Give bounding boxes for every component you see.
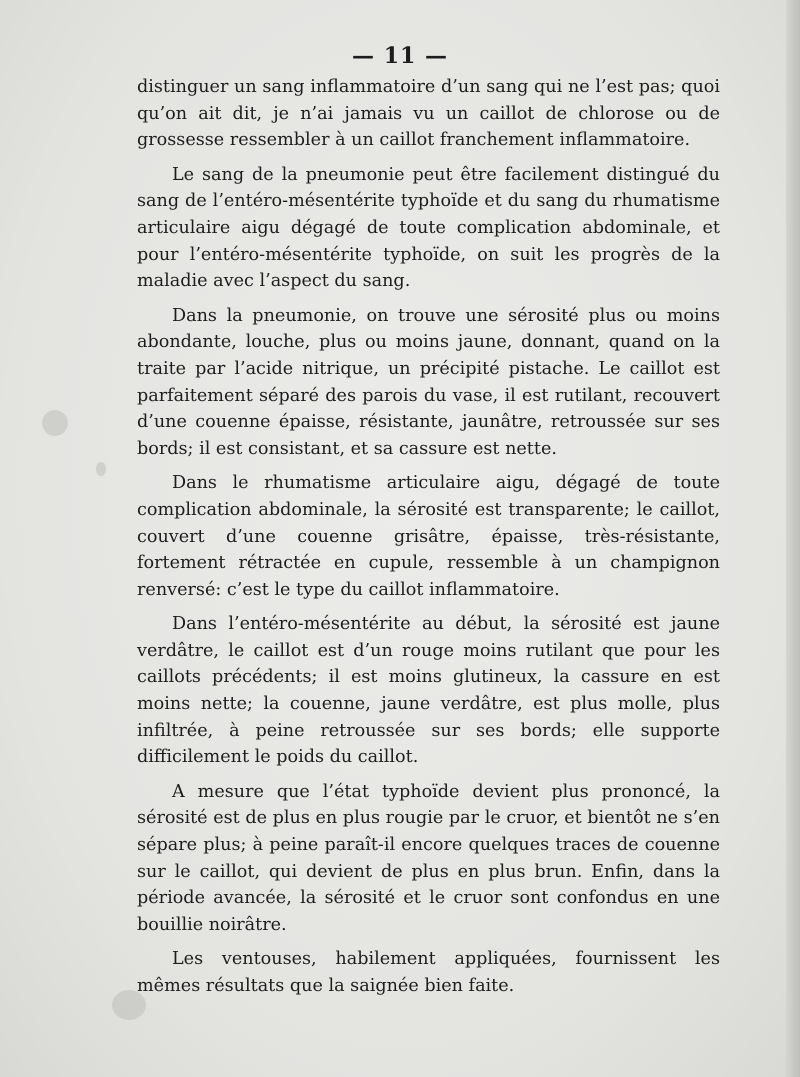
page-number: — 11 —: [352, 43, 448, 69]
paragraph: Dans l’entéro-mésentérite au début, la sérosité est jaune verdâtre, le caillot est d’un rouge moins rutilant que pour les caillots précédents; il est moins glutineux, la cassure en est moins nette; la couenne, jaune verdâtre, est plus molle, plus infiltrée, à peine retroussée sur ses bords; elle supporte difficilement le poids du caillot.: [137, 614, 720, 768]
paragraph: A mesure que l’état typhoïde devient plus prononcé, la sérosité est de plus en plus rougie par le cruor, et bientôt ne s’en sépare plus; à peine paraît-il encore quelques traces de couenne sur le caillot, qui devient de plus en plus brun. Enfin, dans la période avancée, la sérosité et le cruor sont confondus en une bouillie noirâtre.: [137, 781, 720, 935]
paragraph: Dans la pneumonie, on trouve une sérosité plus ou moins abondante, louche, plus ou moins jaune, donnant, quand on la traite par l’acide nitrique, un précipité pistache. Le caillot est parfaitement séparé des parois du vase, il est rutilant, recouvert d’une couenne épaisse, résistante, jaunâtre, retroussée sur ses bords; il est consistant, et sa cassure est nette.: [137, 305, 720, 459]
paragraph: Dans le rhumatisme articulaire aigu, dégagé de toute complication abdominale, la sérosité est transparente; le caillot, couvert d’une couenne grisâtre, épaisse, très-résistante, fortement rétractée en cupule, ressemble à un champignon renversé: c’est le type du caillot inflammatoire.: [137, 473, 720, 600]
paper-stain: [42, 410, 68, 436]
body-text: [137, 74, 720, 1008]
paper-stain: [96, 462, 106, 476]
paragraph: distinguer un sang inflammatoire d’un sang qui ne l’est pas; quoi qu’on ait dit, je n’ai jamais vu un caillot de chlorose ou de grossesse ressembler à un caillot franchement inflammatoire.: [137, 77, 720, 151]
paragraph: Les ventouses, habilement appliquées, fournissent les mêmes résultats que la saignée bien faite.: [137, 949, 720, 996]
paragraph: Le sang de la pneumonie peut être facilement distingué du sang de l’entéro-mésentérite typhoïde et du sang du rhumatisme articulaire aigu dégagé de toute complication abdominale, et pour l’entéro-mésentérite typhoïde, on suit les progrès de la maladie avec l’aspect du sang.: [137, 164, 720, 292]
page-edge-shadow: [786, 0, 800, 1077]
